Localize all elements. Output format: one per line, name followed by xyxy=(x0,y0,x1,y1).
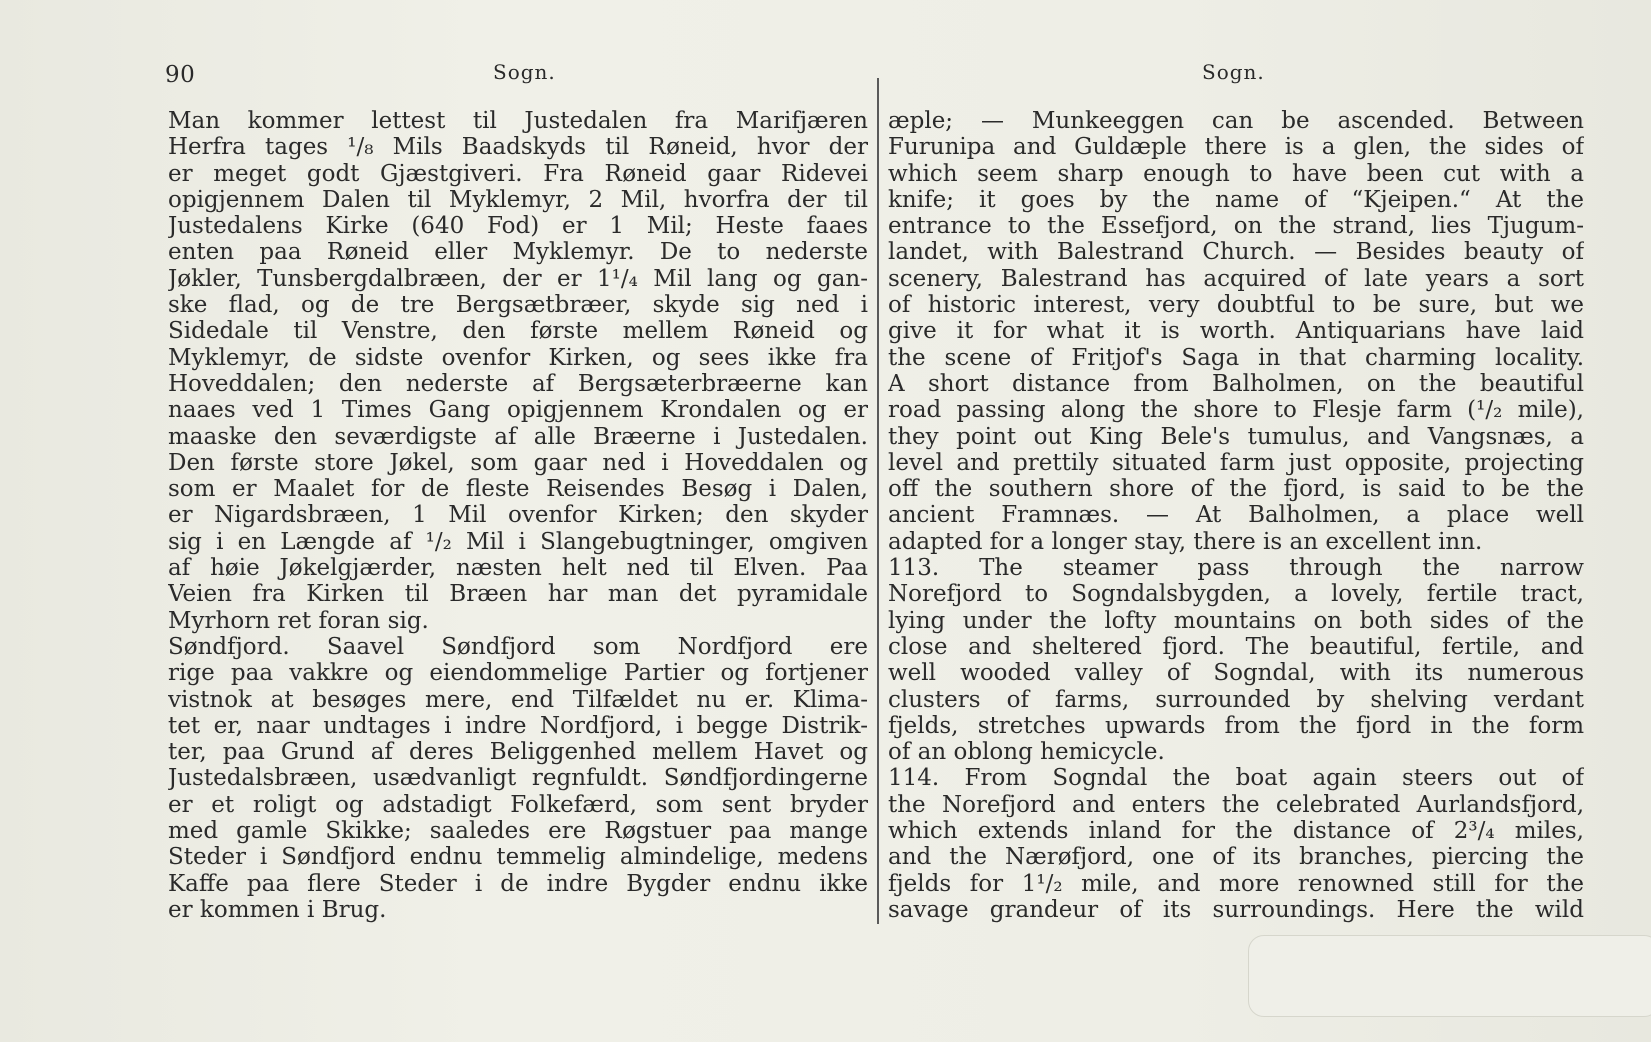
text-line: give it for what it is worth. Antiquarians have laid xyxy=(888,318,1584,345)
text-line: Kaffe paa flere Steder i de indre Bygder endnu ikke xyxy=(168,870,868,897)
text-line: Myklemyr, de sidste ovenfor Kirken, og sees ikke fra xyxy=(168,344,868,371)
paper-fold-mark xyxy=(1248,935,1651,1017)
text-line: which seem sharp enough to have been cut with a xyxy=(888,160,1584,187)
text-line: Herfra tages ¹/₈ Mils Baadskyds til Røneid, hvor der xyxy=(168,134,868,161)
text-line: rige paa vakkre og eiendommelige Partier og fortjener xyxy=(168,660,868,687)
text-line: maaske den seværdigste af alle Bræerne i Justedalen. xyxy=(168,423,868,450)
text-line: Justedalens Kirke (640 Fod) er 1 Mil; Heste faaes xyxy=(168,213,868,240)
text-line: which extends inland for the distance of 2³/₄ miles, xyxy=(888,818,1584,845)
text-line: æple; — Munkeeggen can be ascended. Between xyxy=(888,108,1584,134)
text-line: Furunipa and Guldæple there is a glen, the sides of xyxy=(888,134,1584,161)
text-line: close and sheltered fjord. The beautiful, fertile, and xyxy=(888,633,1584,660)
text-line: lying under the lofty mountains on both sides of the xyxy=(888,607,1584,634)
text-line: ske flad, og de tre Bergsætbræer, skyde sig ned i xyxy=(168,292,868,319)
text-line: som er Maalet for de fleste Reisendes Besøg i Dalen, xyxy=(168,476,868,503)
text-line: er meget godt Gjæstgiveri. Fra Røneid gaar Ridevei xyxy=(168,160,868,187)
text-line: level and prettily situated farm just opposite, projecting xyxy=(888,449,1584,476)
text-line: Søndfjord. Saavel Søndfjord som Nordfjord ere xyxy=(168,633,868,660)
text-line: 113. The steamer pass through the narrow xyxy=(888,555,1584,582)
text-line: er kommen i Brug. xyxy=(168,896,387,923)
text-line: vistnok at besøges mere, end Tilfældet nu er. Klima- xyxy=(168,686,868,713)
text-line: they point out King Bele's tumulus, and Vangsnæs, a xyxy=(888,423,1584,450)
left-running-head: Sogn. xyxy=(493,60,556,84)
text-line: Hoveddalen; den nederste af Bergsæterbræerne kan xyxy=(168,370,868,397)
text-line: fjelds, stretches upwards from the fjord in the form xyxy=(888,712,1584,739)
text-line: Sidedale til Venstre, den første mellem Røneid og xyxy=(168,318,868,345)
text-line: landet, with Balestrand Church. — Besides beauty of xyxy=(888,239,1584,266)
page-number: 90 xyxy=(165,62,196,88)
text-line: Steder i Søndfjord endnu temmelig almindelige, medens xyxy=(168,844,868,871)
text-line: fjelds for 1¹/₂ mile, and more renowned still for the xyxy=(888,870,1584,897)
text-line: Justedalsbræen, usædvanligt regnfuldt. Søndfjordingerne xyxy=(168,765,868,792)
text-line: 114. From Sogndal the boat again steers out of xyxy=(888,765,1584,792)
text-line: tet er, naar undtages i indre Nordfjord, i begge Distrik- xyxy=(168,712,868,739)
text-line: enten paa Røneid eller Myklemyr. De to nederste xyxy=(168,239,868,266)
text-line: naaes ved 1 Times Gang opigjennem Krondalen og er xyxy=(168,397,868,424)
text-line: adapted for a longer stay, there is an excellent inn. xyxy=(888,528,1483,555)
text-line: af høie Jøkelgjærder, næsten helt ned til Elven. Paa xyxy=(168,555,868,582)
text-line: entrance to the Essefjord, on the strand, lies Tjugum- xyxy=(888,213,1584,240)
text-line: Den første store Jøkel, som gaar ned i Hoveddalen og xyxy=(168,449,868,476)
text-line: off the southern shore of the fjord, is said to be the xyxy=(888,476,1584,503)
text-line: ter, paa Grund af deres Beliggenhed mellem Havet og xyxy=(168,739,868,766)
text-line: med gamle Skikke; saaledes ere Røgstuer paa mange xyxy=(168,818,868,845)
right-column-english xyxy=(888,108,1584,923)
text-line: the Norefjord and enters the celebrated Aurlandsfjord, xyxy=(888,791,1584,818)
text-line: road passing along the shore to Flesje farm (¹/₂ mile), xyxy=(888,397,1584,424)
text-line: Jøkler, Tunsbergdalbræen, der er 1¹/₄ Mil lang og gan- xyxy=(168,265,868,292)
text-line: opigjennem Dalen til Myklemyr, 2 Mil, hvorfra der til xyxy=(168,186,868,213)
text-line: Man kommer lettest til Justedalen fra Marifjæren xyxy=(168,108,868,134)
text-line: and the Nærøfjord, one of its branches, piercing the xyxy=(888,844,1584,871)
text-line: ancient Framnæs. — At Balholmen, a place well xyxy=(888,502,1584,529)
left-column-norwegian xyxy=(168,108,868,923)
text-line: the scene of Fritjof's Saga in that charming locality. xyxy=(888,344,1584,371)
text-line: of an oblong hemicycle. xyxy=(888,739,1165,766)
right-running-head: Sogn. xyxy=(1202,60,1265,84)
text-line: Norefjord to Sogndalsbygden, a lovely, fertile tract, xyxy=(888,581,1584,608)
text-line: A short distance from Balholmen, on the beautiful xyxy=(888,370,1584,397)
text-line: sig i en Længde af ¹/₂ Mil i Slangebugtninger, omgiven xyxy=(168,528,868,555)
text-line: clusters of farms, surrounded by shelving verdant xyxy=(888,686,1584,713)
text-line: scenery, Balestrand has acquired of late years a sort xyxy=(888,265,1584,292)
text-line: er Nigardsbræen, 1 Mil ovenfor Kirken; den skyder xyxy=(168,502,868,529)
text-line: er et roligt og adstadigt Folkefærd, som sent bryder xyxy=(168,791,868,818)
text-line: Veien fra Kirken til Bræen har man det pyramidale xyxy=(168,581,868,608)
text-line: savage grandeur of its surroundings. Here the wild xyxy=(888,896,1584,923)
text-line: Myrhorn ret foran sig. xyxy=(168,607,429,634)
column-divider xyxy=(877,78,879,924)
text-line: of historic interest, very doubtful to be sure, but we xyxy=(888,292,1584,319)
text-line: knife; it goes by the name of “Kjeipen.“ At the xyxy=(888,186,1584,213)
text-line: well wooded valley of Sogndal, with its numerous xyxy=(888,660,1584,687)
